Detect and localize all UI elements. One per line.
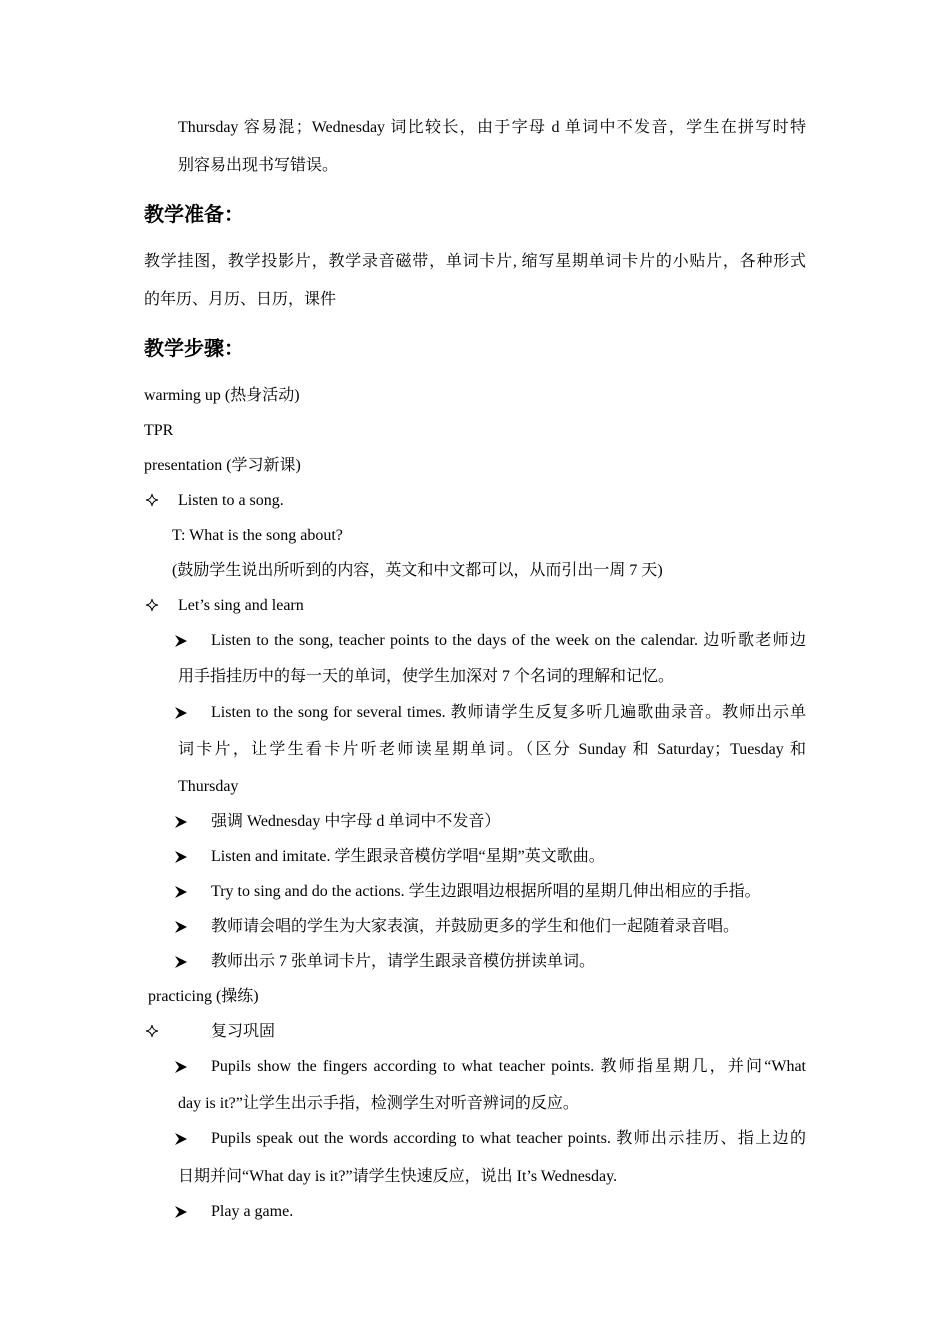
sub-item-1-line-1: Listen to the song, teacher points to the days of the week on the calendar. 边听歌老师边 [211,632,806,649]
song-note: (鼓励学生说出所听到的内容，英文和中文都可以，从而引出一周 7 天) [172,562,663,579]
arrow-bullet-icon [174,920,188,934]
arrow-bullet-icon [174,850,188,864]
arrow-bullet-icon [174,634,188,648]
tpr: TPR [144,422,174,439]
sub-item-2-line-1: Listen to the song for several times. 教师请学生反复多听几遍歌曲录音。教师出示单 [211,704,806,721]
steps-heading: 教学步骤： [144,336,244,360]
practice-1-line-1: Pupils show the fingers according to what teacher points. 教师指星期几，并问“What [211,1058,806,1075]
intro-line-2: 别容易出现书写错误。 [178,157,339,174]
practice-3: Play a game. [211,1203,294,1220]
diamond-bullet-icon [145,598,159,612]
practice-1-line-2: day is it?”让学生出示手指，检测学生对听音辨词的反应。 [178,1095,579,1112]
sub-item-1-line-2: 用手指挂历中的每一天的单词，使学生加深对 7 个名词的理解和记忆。 [178,668,675,685]
arrow-bullet-icon [174,706,188,720]
warming-up: warming up (热身活动) [144,387,300,404]
sub-item-2-line-3: Thursday [178,778,239,795]
sub-item-6: 教师请会唱的学生为大家表演，并鼓励更多的学生和他们一起随着录音唱。 [211,918,740,935]
arrow-bullet-icon [174,815,188,829]
diamond-bullet-icon [145,493,159,507]
prep-line-2: 的年历、月历、日历，课件 [144,291,337,308]
diamond-bullet-icon [145,1024,159,1038]
song-question: T: What is the song about? [172,527,343,544]
sub-item-5: Try to sing and do the actions. 学生边跟唱边根据所唱的星期几伸出相应的手指。 [211,883,761,900]
sub-item-2-line-2: 词卡片，让学生看卡片听老师读星期单词。（区分 Sunday 和 Saturday；Tuesday 和 [178,741,806,758]
presentation: presentation (学习新课) [144,457,301,474]
arrow-bullet-icon [174,885,188,899]
arrow-bullet-icon [174,1060,188,1074]
sing-item: Let’s sing and learn [178,597,304,614]
sub-item-3: 强调 Wednesday 中字母 d 单词中不发音） [211,813,501,830]
sub-item-7: 教师出示 7 张单词卡片，请学生跟录音模仿拼读单词。 [211,953,596,970]
intro-line-1: Thursday 容易混；Wednesday 词比较长，由于字母 d 单词中不发音，学生在拼写时特 [178,119,806,136]
arrow-bullet-icon [174,955,188,969]
prep-heading: 教学准备： [144,202,244,226]
prep-line-1: 教学挂图，教学投影片，教学录音磁带，单词卡片, 缩写星期单词卡片的小贴片，各种形式 [144,253,806,270]
sub-item-4: Listen and imitate. 学生跟录音模仿学唱“星期”英文歌曲。 [211,848,605,865]
arrow-bullet-icon [174,1132,188,1146]
practice-2-line-1: Pupils speak out the words according to what teacher points. 教师出示挂历、指上边的 [211,1130,806,1147]
practicing: practicing (操练) [148,988,259,1005]
review-item: 复习巩固 [211,1023,276,1040]
arrow-bullet-icon [174,1205,188,1219]
practice-2-line-2: 日期并问“What day is it?”请学生快速反应，说出 It’s Wednesday. [178,1168,618,1185]
song-item: Listen to a song. [178,492,284,509]
